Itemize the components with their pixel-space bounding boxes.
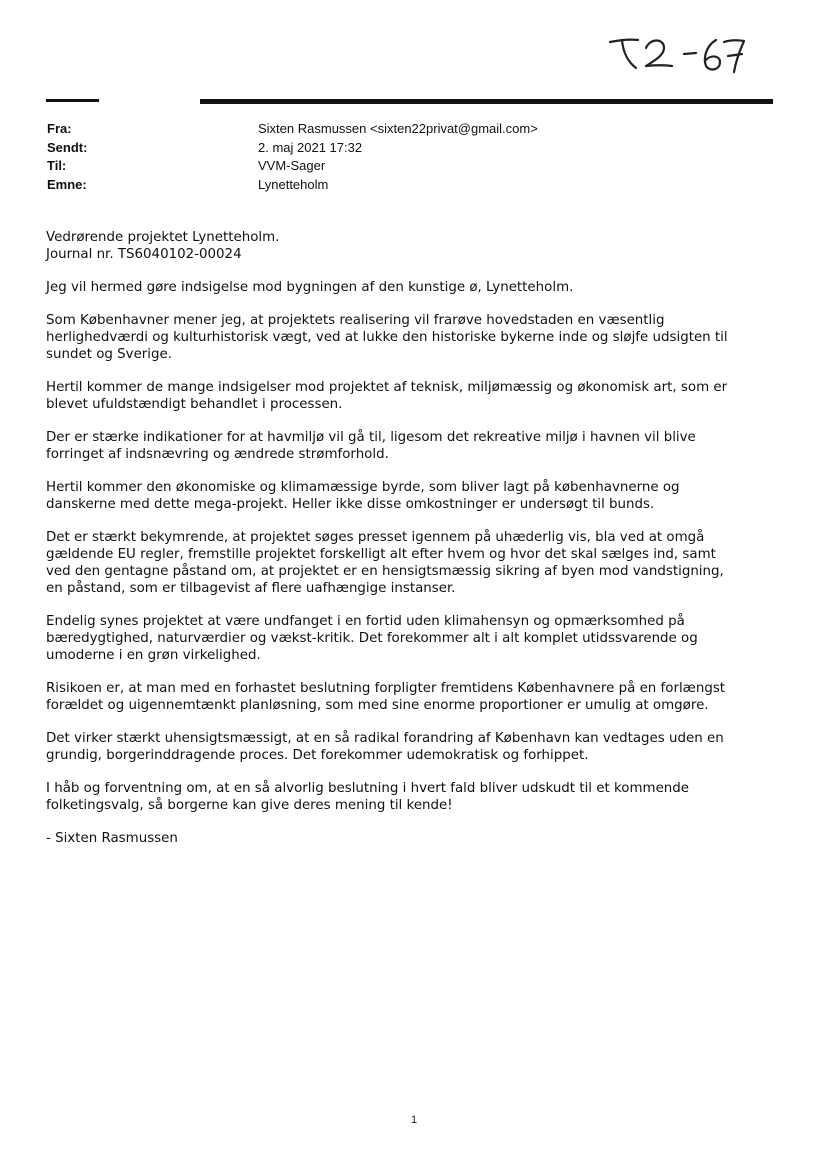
paragraph-heritage [46,312,772,363]
sent-value: 2. maj 2021 17:32 [258,139,363,155]
email-body [46,229,772,863]
paragraph-objections [46,379,772,413]
from-label: Fra: [47,121,72,136]
text-line: I håb og forventning om, at en så alvorlig beslutning i hvert fald bliver udskudt til et kommende [46,781,690,796]
paragraph-outdated [46,613,772,664]
text-line: bæredygtighed, naturværdier og vækst-kritik. Det forekommer alt i alt komplet utidssvarende og [46,631,698,646]
header-row-from [47,120,538,139]
subject-value: Lynetteholm [258,176,329,192]
paragraph-hope [46,780,772,814]
paragraph-concern [46,529,772,597]
handwritten-stamp [606,28,746,78]
text-line: Hertil kommer den økonomiske og klimamæssige byrde, som bliver lagt på københavnerne og [46,480,680,495]
paragraph-risk [46,680,772,714]
paragraph-reference [46,229,772,263]
to-label: Til: [47,158,67,173]
paragraph-objection [46,279,772,296]
text-line: folketingsvalg, så borgerne kan give deres mening til kende! [46,798,453,813]
header-row-sent [47,139,538,158]
sent-label: Sendt: [47,139,88,155]
text-line: herlighedværdi og kulturhistorisk vægt, ved at lukke den historiske bykerne inde og sløjfe udsigten til [46,330,728,345]
text-line: Jeg vil hermed gøre indsigelse mod bygningen af den kunstige ø, Lynetteholm. [46,280,574,295]
header-rule-long [200,99,773,104]
header-row-to [47,157,538,176]
text-line: Der er stærke indikationer for at havmiljø vil gå til, ligesom det rekreative miljø i havnen vil blive [46,430,696,445]
handwritten-stamp-drawing [606,28,746,78]
text-line: forringet af indsnævring og ændrede strømforhold. [46,447,389,462]
text-line: Det virker stærkt uhensigtsmæssigt, at en så radikal forandring af København kan vedtages uden en [46,731,724,746]
header-rule-short [46,99,99,102]
text-line: Hertil kommer de mange indsigelser mod projektet af teknisk, miljømæssig og økonomisk art, som er [46,380,728,395]
text-line: Journal nr. TS6040102-00024 [46,247,242,262]
from-value: Sixten Rasmussen <sixten22privat@gmail.com> [258,121,538,136]
text-line: Som Københavner mener jeg, at projektets realisering vil frarøve hovedstaden en væsentlig [46,313,665,328]
paragraph-process [46,730,772,764]
text-line: Det er stærkt bekymrende, at projektet søges presset igennem på uhæderlig vis, bla ved at omgå [46,530,705,545]
text-line: en påstand, som er tilbagevist af flere uafhængige instanser. [46,581,456,596]
text-line: Vedrørende projektet Lynetteholm. [46,230,280,245]
text-line: grundig, borgerinddragende proces. Det forekommer udemokratisk og forhippet. [46,748,589,763]
text-line: gældende EU regler, fremstille projektet forskelligt alt efter hvem og hvor det skal sælges ind, samt [46,547,716,562]
paragraph-environment [46,429,772,463]
text-line: Risikoen er, at man med en forhastet beslutning forpligter fremtidens Københavnere på en forlængst [46,681,726,696]
text-line: - Sixten Rasmussen [46,831,178,846]
text-line: sundet og Sverige. [46,347,173,362]
paragraph-economy [46,479,772,513]
email-header [47,120,538,194]
text-line: danskerne med dette mega-projekt. Heller ikke disse omkostninger er undersøgt til bunds. [46,497,655,512]
header-row-subject [47,176,538,195]
signature [46,830,772,847]
text-line: Endelig synes projektet at være undfanget i en fortid uden klimahensyn og opmærksomhed på [46,614,685,629]
text-line: blevet ufuldstændigt behandlet i processen. [46,397,343,412]
text-line: ved den gentagne påstand om, at projektet er en hensigtsmæssig sikring af byen mod vandstigning, [46,564,724,579]
text-line: umoderne i en grøn virkelighed. [46,648,261,663]
subject-label: Emne: [47,176,87,192]
to-value: VVM-Sager [258,158,326,173]
text-line: forældet og uigennemtænkt planløsning, som med sine enorme proportioner er umulig at omgøre. [46,698,709,713]
page-number: 1 [410,1114,418,1126]
